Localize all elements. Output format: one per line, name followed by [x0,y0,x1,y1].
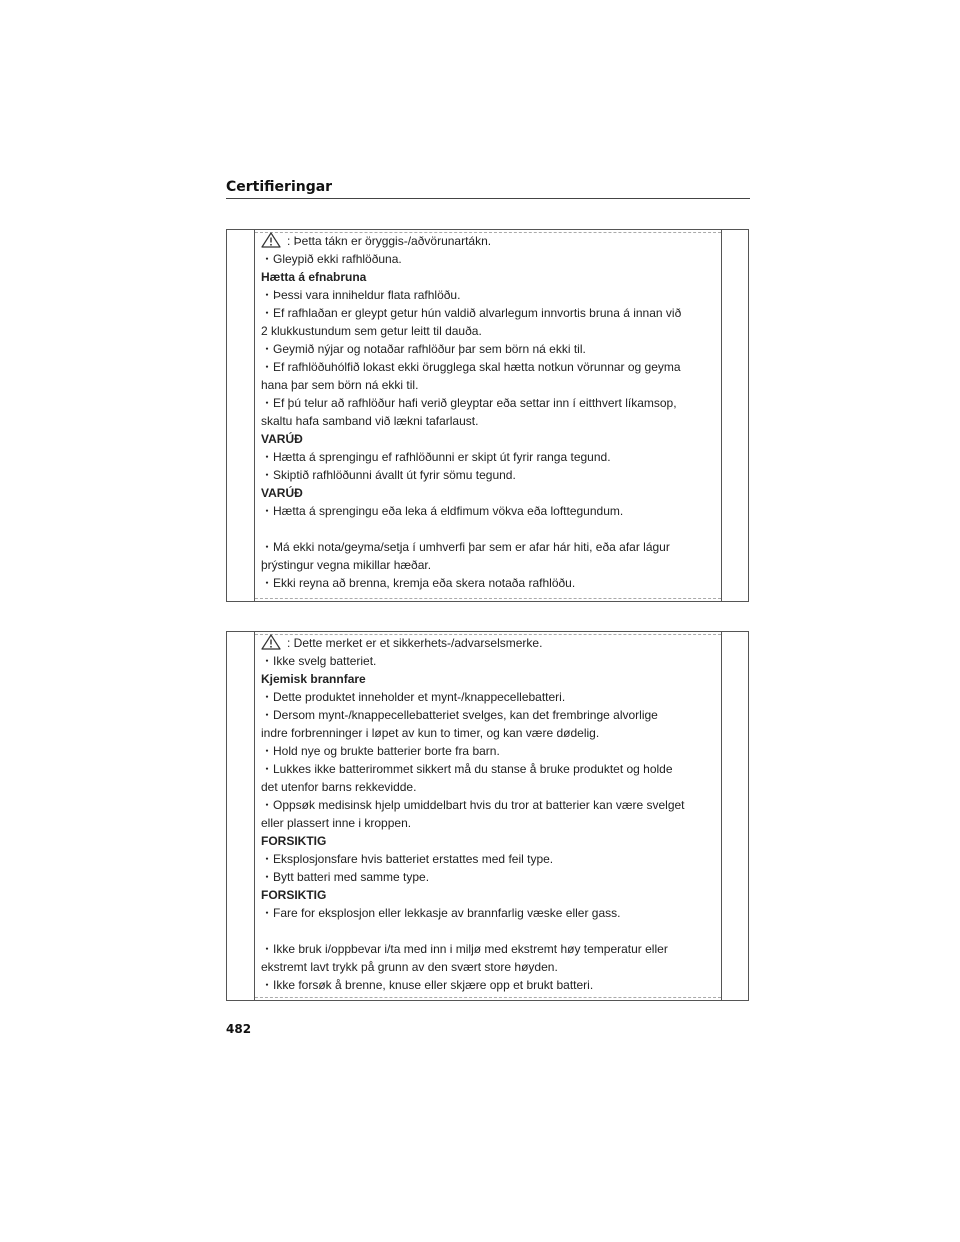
warning-box-icelandic [261,232,717,592]
line-text: ・Ef rafhlaðan er gleypt getur hún valdið alvarlegum innvortis bruna á innan við [261,306,682,320]
text-line [261,556,717,574]
line-text: ・Hætta á sprengingu eða leka á eldfimum vökva eða lofttegundum. [261,504,624,518]
line-text: hana þar sem börn ná ekki til. [261,378,419,392]
line-text: VARÚÐ [261,486,303,500]
line-text: þrýstingur vegna mikillar hæðar. [261,558,432,572]
line-text: ・Gleypið ekki rafhlöðuna. [261,252,402,266]
line-text: : Þetta tákn er öryggis-/aðvörunartákn. [287,234,492,248]
text-line [261,814,717,832]
text-line [261,634,717,652]
line-text: ・Ekki reyna að brenna, kremja eða skera notaða rafhlöðu. [261,576,576,590]
text-line [261,358,717,376]
line-text: ・Ikke svelg batteriet. [261,654,377,668]
line-text: ・Lukkes ikke batterirommet sikkert må du stanse å bruke produktet og holde [261,762,673,776]
warning-triangle-icon [261,232,281,248]
line-text: ・Oppsøk medisinsk hjelp umiddelbart hvis du tror at batterier kan være svelget [261,798,685,812]
line-text: VARÚÐ [261,432,303,446]
line-text: Hætta á efnabruna [261,270,367,284]
line-text: ・Ef þú telur að rafhlöður hafi verið gleyptar eða settar inn í eitthvert líkamsop, [261,396,677,410]
line-text: det utenfor barns rekkevidde. [261,780,417,794]
line-text: ・Dette produktet inneholder et mynt-/knappecellebatteri. [261,690,566,704]
line-text: eller plassert inne i kroppen. [261,816,412,830]
line-text: ・Skiptið rafhlöðunni ávallt út fyrir sömu tegund. [261,468,516,482]
text-line [261,706,717,724]
text-line [261,742,717,760]
text-line [261,466,717,484]
heading-line [261,268,717,286]
heading-line [261,670,717,688]
text-line [261,778,717,796]
text-line [261,850,717,868]
text-line [261,232,717,250]
line-text: ・Geymið nýjar og notaðar rafhlöður þar sem börn ná ekki til. [261,342,586,356]
line-text: ・Eksplosjonsfare hvis batteriet erstattes med feil type. [261,852,554,866]
text-line [261,904,717,922]
text-line [261,250,717,268]
line-text: Kjemisk brannfare [261,672,366,686]
line-text: ・Þessi vara inniheldur flata rafhlöðu. [261,288,461,302]
warning-box-norwegian [261,634,717,994]
text-line [261,412,717,430]
line-text: ・Hold nye og brukte batterier borte fra barn. [261,744,500,758]
line-text: skaltu hafa samband við lækni tafarlaust. [261,414,479,428]
section-title: Certifieringar [226,179,333,195]
text-line [261,448,717,466]
text-line [261,322,717,340]
line-text: ・Ikke forsøk å brenne, knuse eller skjære opp et brukt batteri. [261,978,594,992]
text-line [261,574,717,592]
line-text: indre forbrenninger i løpet av kun to timer, og kan være dødelig. [261,726,600,740]
heading-line [261,430,717,448]
heading-line [261,832,717,850]
line-text: : Dette merket er et sikkerhets-/advarselsmerke. [287,636,543,650]
section-header [226,179,750,199]
line-text: ・Dersom mynt-/knappecellebatteriet svelges, kan det frembringe alvorlige [261,708,658,722]
text-line [261,304,717,322]
text-line [261,394,717,412]
line-text: FORSIKTIG [261,888,327,902]
text-line [261,376,717,394]
warning-triangle-icon [261,634,281,650]
line-text: ekstremt lavt trykk på grunn av den svært store høyden. [261,960,558,974]
text-line [261,724,717,742]
text-line [261,286,717,304]
text-line [261,340,717,358]
line-text: ・Má ekki nota/geyma/setja í umhverfi þar sem er afar hár hiti, eða afar lágur [261,540,670,554]
text-line [261,958,717,976]
line-text: ・Fare for eksplosjon eller lekkasje av brannfarlig væske eller gass. [261,906,621,920]
text-line [261,652,717,670]
line-text: ・Ikke bruk i/oppbevar i/ta med inn i miljø med ekstremt høy temperatur eller [261,942,668,956]
heading-line [261,886,717,904]
heading-line [261,484,717,502]
text-line [261,796,717,814]
text-line [261,868,717,886]
text-line [261,940,717,958]
text-line [261,760,717,778]
text-line [261,976,717,994]
text-line [261,688,717,706]
page-number: 482 [226,1022,252,1036]
spacer-line [261,520,717,538]
text-line [261,502,717,520]
spacer-line [261,922,717,940]
line-text: ・Hætta á sprengingu ef rafhlöðunni er skipt út fyrir ranga tegund. [261,450,611,464]
line-text: FORSIKTIG [261,834,327,848]
text-line [261,538,717,556]
line-text: 2 klukkustundum sem getur leitt til dauða. [261,324,482,338]
line-text: ・Bytt batteri med samme type. [261,870,430,884]
line-text: ・Ef rafhlöðuhólfið lokast ekki örugglega skal hætta notkun vörunnar og geyma [261,360,681,374]
